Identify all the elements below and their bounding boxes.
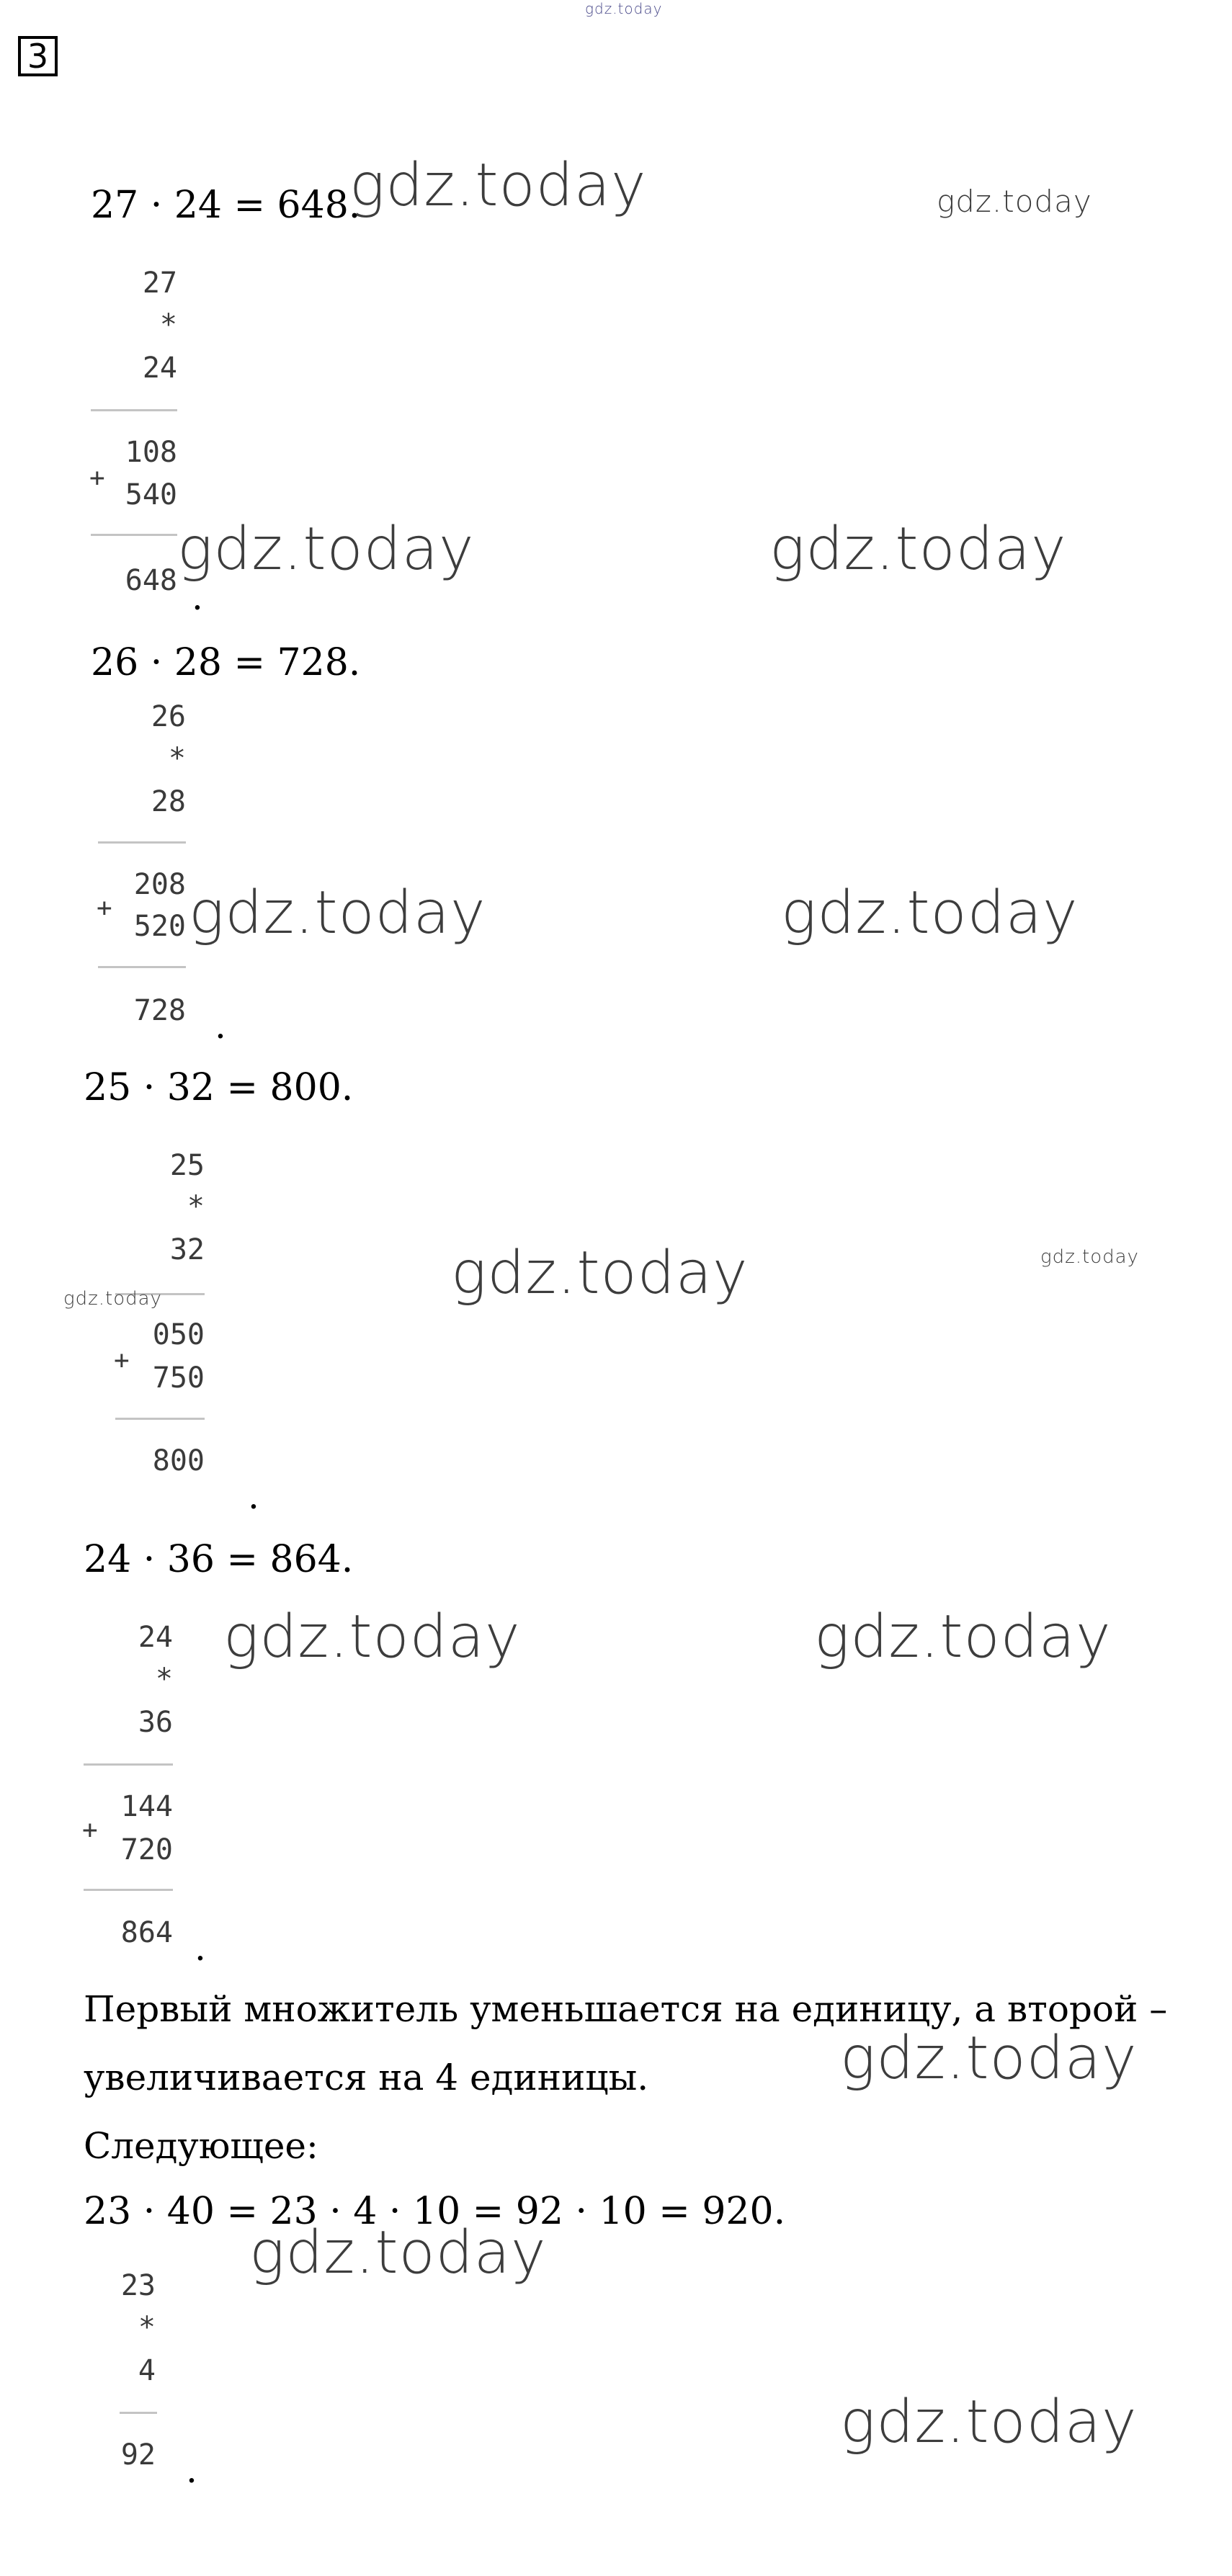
column-rule <box>98 966 186 968</box>
multiplier: 28 <box>151 785 186 818</box>
multiplier: 4 <box>138 2354 156 2387</box>
watermark: gdz.today <box>781 879 1079 947</box>
equation-3: 25 · 32 = 800. <box>84 1066 354 1109</box>
column-rule <box>91 409 177 411</box>
partial-product-2: 720 <box>120 1833 173 1866</box>
final-equation: 23 · 40 = 23 · 4 · 10 = 92 · 10 = 920. <box>84 2190 786 2233</box>
multiplier: 32 <box>169 1233 205 1266</box>
equation-2: 26 · 28 = 728. <box>91 641 361 684</box>
plus-sign: + <box>97 893 112 923</box>
watermark: gdz.today <box>189 879 486 947</box>
watermark: gdz.today <box>451 1239 749 1307</box>
watermark: gdz.today <box>223 1603 521 1671</box>
period: . <box>195 1927 206 1969</box>
multiplier: 36 <box>138 1706 173 1739</box>
multiplicand: 23 <box>120 2269 156 2302</box>
product-result: 864 <box>120 1916 173 1949</box>
header-watermark: gdz.today <box>585 0 663 17</box>
period: . <box>192 576 203 618</box>
watermark: gdz.today <box>769 515 1067 583</box>
multiplicand: 25 <box>169 1149 205 1182</box>
watermark: gdz.today <box>840 2388 1138 2456</box>
multiplicand: 26 <box>151 700 186 733</box>
task-number-box: 3 <box>18 36 58 76</box>
watermark: gdz.today <box>840 2024 1138 2093</box>
column-rule <box>84 1763 173 1766</box>
watermark: gdz.today <box>814 1603 1112 1671</box>
partial-product-2: 520 <box>133 910 186 943</box>
multiply-sign: * <box>159 308 177 341</box>
watermark: gdz.today <box>249 2219 547 2287</box>
column-rule <box>84 1889 173 1891</box>
conclusion-line-1: Первый множитель уменьшается на единицу, а второй – <box>84 1988 1168 2030</box>
multiplier: 24 <box>142 352 177 385</box>
partial-product-1: 108 <box>125 436 177 469</box>
partial-product-1: 208 <box>133 868 186 901</box>
watermark: gdz.today <box>1040 1246 1139 1268</box>
plus-sign: + <box>82 1815 98 1845</box>
multiply-sign: * <box>187 1190 205 1223</box>
period: . <box>186 2449 197 2491</box>
product-result: 92 <box>120 2438 156 2472</box>
multiply-sign: * <box>138 2311 156 2344</box>
column-rule <box>91 534 177 536</box>
next-label: Следующее: <box>84 2125 318 2167</box>
watermark: gdz.today <box>63 1288 162 1310</box>
multiplicand: 27 <box>142 267 177 300</box>
partial-product-2: 750 <box>152 1361 205 1395</box>
multiply-sign: * <box>155 1663 173 1696</box>
column-rule <box>98 841 186 844</box>
multiply-sign: * <box>168 742 186 775</box>
watermark: gdz.today <box>177 515 475 583</box>
conclusion-line-2: увеличивается на 4 единицы. <box>84 2057 649 2098</box>
product-result: 800 <box>152 1444 205 1477</box>
plus-sign: + <box>89 463 105 493</box>
watermark: gdz.today <box>349 151 647 220</box>
period: . <box>215 1005 226 1047</box>
partial-product-1: 144 <box>120 1790 173 1823</box>
column-rule <box>120 2412 157 2414</box>
partial-product-2: 540 <box>125 478 177 511</box>
product-result: 728 <box>133 994 186 1027</box>
watermark: gdz.today <box>937 184 1092 219</box>
partial-product-1: 050 <box>152 1318 205 1351</box>
plus-sign: + <box>114 1346 130 1375</box>
multiplicand: 24 <box>138 1621 173 1654</box>
column-rule <box>115 1418 205 1420</box>
equation-1: 27 · 24 = 648. <box>91 184 361 227</box>
period: . <box>248 1475 259 1517</box>
product-result: 648 <box>125 564 177 597</box>
equation-4: 24 · 36 = 864. <box>84 1538 354 1581</box>
